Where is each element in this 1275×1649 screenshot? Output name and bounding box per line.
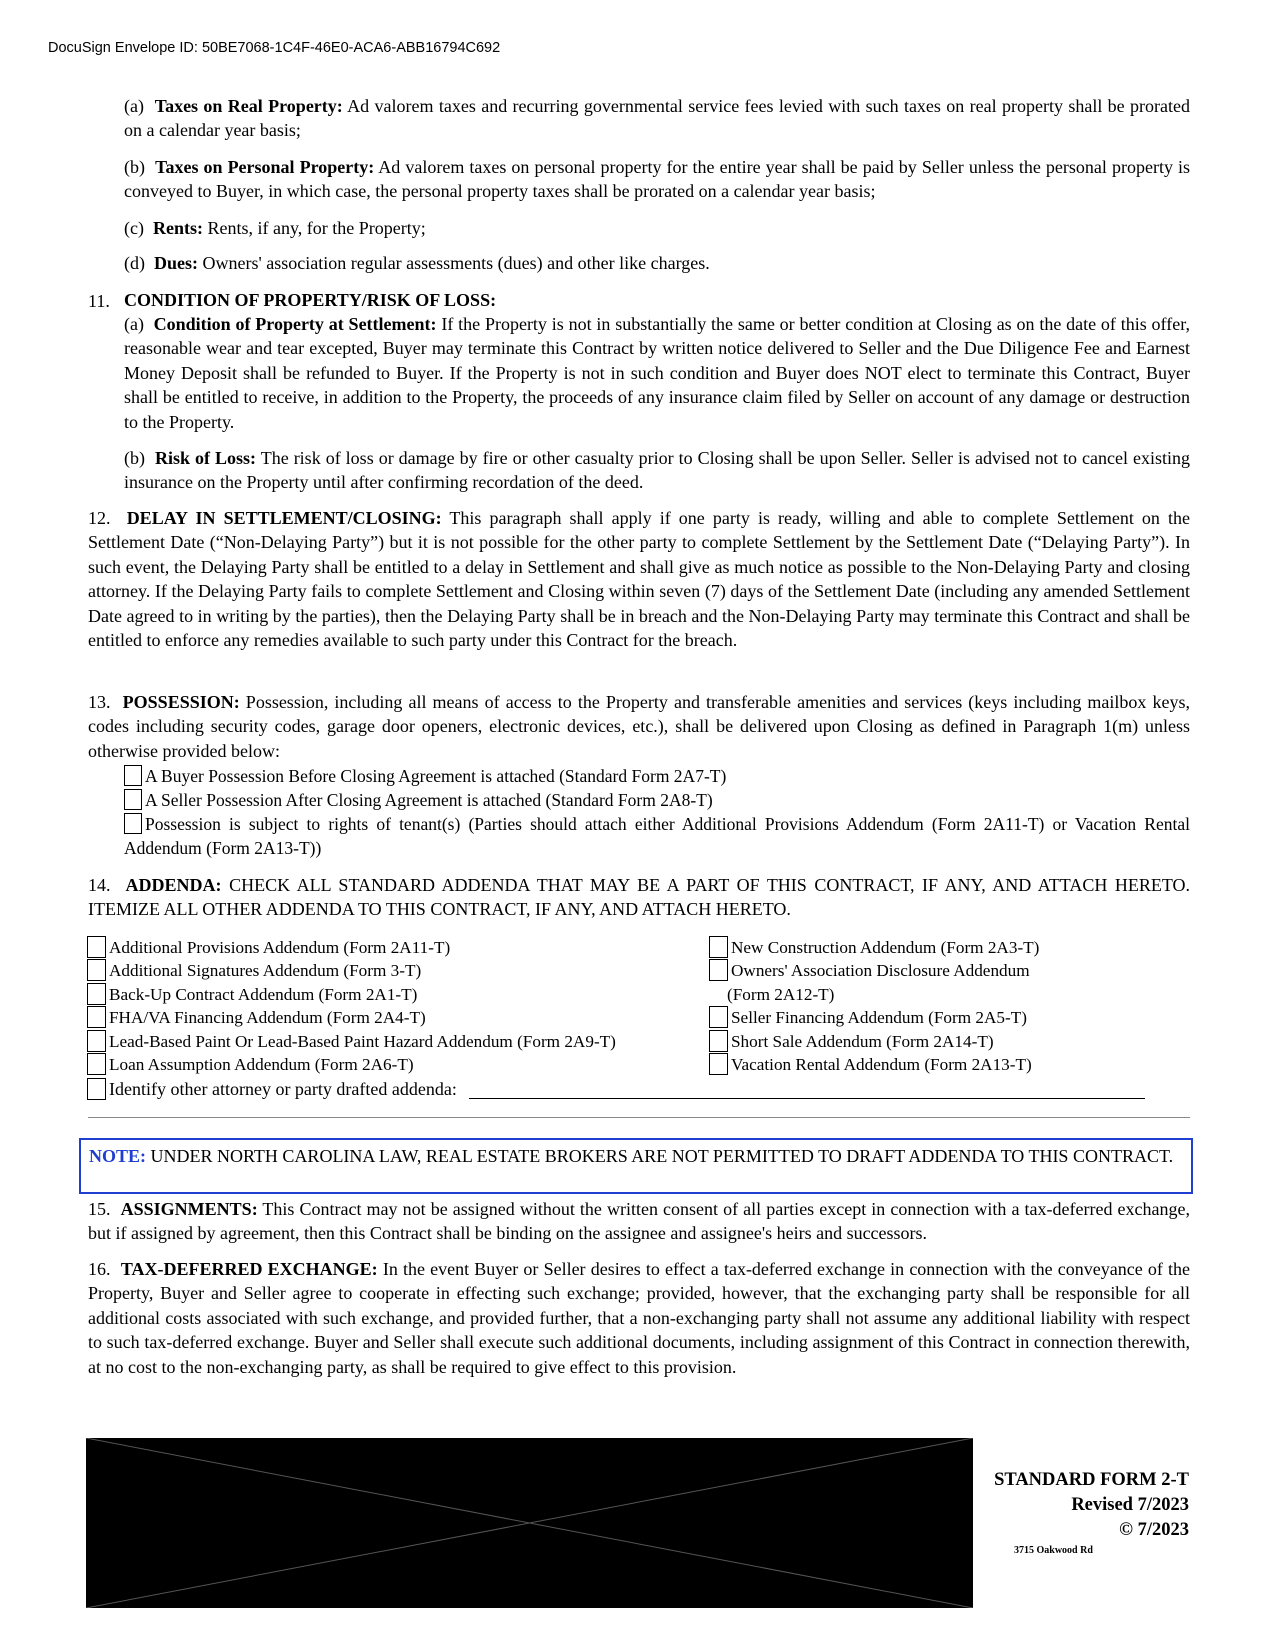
checkbox[interactable] (124, 765, 142, 786)
form-copyright: © 7/2023 (1119, 1520, 1189, 1540)
envelope-id: DocuSign Envelope ID: 50BE7068-1C4F-46E0-ACA6-ABB16794C692 (48, 40, 501, 56)
form-name: STANDARD FORM 2-T (994, 1470, 1189, 1490)
addendum-item: Vacation Rental Addendum (Form 2A13-T) (709, 1053, 1039, 1076)
clause-10b: (b) Taxes on Personal Property: Ad valorem taxes on personal property for the entire year shall be paid by Seller unless the personal property is conveyed to Buyer, in which case, the personal property taxes shall be prorated on a calendar year basis; (124, 157, 1190, 202)
checkbox[interactable] (87, 959, 106, 981)
addendum-item: Short Sale Addendum (Form 2A14-T) (709, 1030, 1039, 1053)
addendum-item: Loan Assumption Addendum (Form 2A6-T) (87, 1053, 616, 1076)
checkbox[interactable] (124, 813, 142, 834)
checkbox[interactable] (87, 936, 106, 958)
other-addenda-row: Identify other attorney or party drafted addenda: (87, 1077, 1145, 1101)
checkbox[interactable] (709, 1030, 728, 1052)
divider (88, 1117, 1190, 1118)
checkbox[interactable] (87, 1053, 106, 1075)
checkbox[interactable] (87, 983, 106, 1005)
section-16: 16. TAX-DEFERRED EXCHANGE: In the event Buyer or Seller desires to effect a tax-deferred exchange in connection with the conveyance of the Property, Buyer and Seller agree to cooperate in effecting such exchange; provided, however, that the exchanging party shall be responsible for all additional costs associated with such exchange, and provided further, that a non-exchanging party shall not assume any additional liability with respect to such tax-deferred exchange. Buyer and Seller shall execute such additional documents, including assignment of this Contract in connection therewith, at no cost to the non-exchanging party, as shall be required to give effect to this provision. (88, 1259, 1191, 1377)
checkbox[interactable] (87, 1078, 106, 1100)
section-15: 15. ASSIGNMENTS: This Contract may not be assigned without the written consent of all parties except in connection with a tax-deferred exchange, but if assigned by agreement, then this Contract shall be binding on the assignee and assignee's heirs and successors. (88, 1199, 1191, 1244)
redaction-cross (86, 1438, 973, 1608)
section-11-heading: CONDITION OF PROPERTY/RISK OF LOSS: (124, 290, 497, 310)
checkbox[interactable] (87, 1006, 106, 1028)
checkbox[interactable] (709, 936, 728, 958)
clause-10a: (a) Taxes on Real Property: Ad valorem taxes and recurring governmental service fees levied with such taxes on real property shall be prorated on a calendar year basis; (124, 96, 1191, 141)
form-revised: Revised 7/2023 (1071, 1495, 1189, 1515)
section-14: 14. ADDENDA: CHECK ALL STANDARD ADDENDA THAT MAY BE A PART OF THIS CONTRACT, IF ANY, AND ATTACH HERETO. ITEMIZE ALL OTHER ADDENDA TO THIS CONTRACT, IF ANY, AND ATTACH HERETO. (88, 875, 1191, 920)
checkbox[interactable] (709, 959, 728, 981)
section-13: 13. POSSESSION: Possession, including all means of access to the Property and transferable amenities and services (keys including mailbox keys, codes including security codes, garage door openers, electronic devices, etc.), shall be delivered upon Closing as defined in Paragraph 1(m) unless otherwise provided below: (88, 692, 1190, 761)
checkbox[interactable] (87, 1030, 106, 1052)
addendum-item: Back-Up Contract Addendum (Form 2A1-T) (87, 983, 616, 1006)
addenda-left-column (87, 936, 616, 1076)
clause-10d: (d) Dues: Owners' association regular assessments (dues) and other like charges. (124, 253, 710, 273)
addendum-item: Owners' Association Disclosure Addendum (709, 959, 1039, 982)
addendum-item-continued: (Form 2A12-T) (727, 984, 835, 1004)
possession-option-buyer: A Buyer Possession Before Closing Agreement is attached (Standard Form 2A7-T) (124, 764, 726, 788)
addendum-item: Additional Provisions Addendum (Form 2A11-T) (87, 936, 616, 959)
section-number: 11. (88, 291, 110, 311)
redacted-block (86, 1438, 973, 1608)
other-addenda-field[interactable] (469, 1080, 1145, 1099)
addendum-item: Seller Financing Addendum (Form 2A5-T) (709, 1006, 1039, 1029)
possession-option-tenant: Possession is subject to rights of tenant(s) (Parties should attach either Additional Provisions Addendum (Form 2A11-T) or Vacation Rental Addendum (Form 2A13-T)) (124, 814, 1190, 859)
note-box: NOTE: UNDER NORTH CAROLINA LAW, REAL ESTATE BROKERS ARE NOT PERMITTED TO DRAFT ADDENDA TO THIS CONTRACT. (79, 1138, 1193, 1194)
addendum-item: Additional Signatures Addendum (Form 3-T) (87, 959, 616, 982)
checkbox[interactable] (709, 1006, 728, 1028)
section-12: 12. DELAY IN SETTLEMENT/CLOSING: This paragraph shall apply if one party is ready, willing and able to complete Settlement on the Settlement Date (“Non-Delaying Party”) but it is not possible for the other party to complete Settlement by the Settlement Date (“Delaying Party”). In such event, the Delaying Party shall be entitled to a delay in Settlement and shall give as much notice as possible to the Non-Delaying Party and closing attorney. If the Delaying Party fails to complete Settlement and Closing within seven (7) days of the Settlement Date (including any amended Settlement Date agreed to in writing by the parties), then the Delaying Party shall be in breach and the Non-Delaying Party may terminate this Contract and shall be entitled to enforce any remedies available to such party under this Contract for the breach. (88, 508, 1190, 651)
form-footer (994, 1468, 1189, 1543)
clause-11a: (a) Condition of Property at Settlement: If the Property is not in substantially the same or better condition at Closing as on the date of this offer, reasonable wear and tear excepted, Buyer may terminate this Contract by written notice delivered to Seller and the Due Diligence Fee and Earnest Money Deposit shall be refunded to Buyer. If the Property is not in such condition and Buyer does NOT elect to terminate this Contract, Buyer shall be entitled to receive, in addition to the Property, the proceeds of any insurance claim filed by Seller on account of any damage or destruction to the Property. (124, 314, 1190, 432)
addenda-right-column (709, 936, 1039, 1076)
addendum-item: Lead-Based Paint Or Lead-Based Paint Hazard Addendum (Form 2A9-T) (87, 1030, 616, 1053)
clause-11b: (b) Risk of Loss: The risk of loss or damage by fire or other casualty prior to Closing shall be upon Seller. Seller is advised not to cancel existing insurance on the Property until after confirming recordation of the deed. (124, 448, 1190, 493)
addendum-item: FHA/VA Financing Addendum (Form 2A4-T) (87, 1006, 616, 1029)
clause-10c: (c) Rents: Rents, if any, for the Property; (124, 218, 426, 238)
possession-option-seller: A Seller Possession After Closing Agreement is attached (Standard Form 2A8-T) (124, 788, 713, 812)
checkbox[interactable] (709, 1053, 728, 1075)
property-address: 3715 Oakwood Rd (1014, 1545, 1093, 1556)
checkbox[interactable] (124, 789, 142, 810)
addendum-item: New Construction Addendum (Form 2A3-T) (709, 936, 1039, 959)
